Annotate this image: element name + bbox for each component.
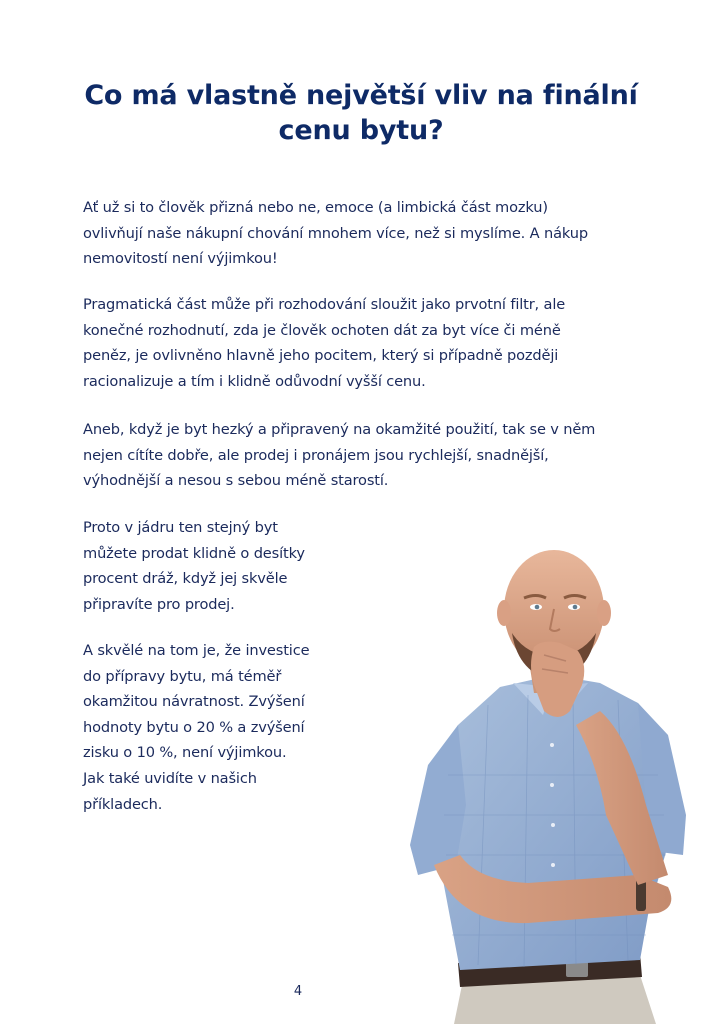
text-line: Proto v jádru ten stejný byt	[83, 519, 278, 536]
text-line: ovlivňují naše nákupní chování mnohem více, než si myslíme. A nákup	[83, 224, 588, 242]
page-number: 4	[293, 984, 303, 999]
text-line: příkladech.	[83, 795, 163, 813]
paragraph-investment-return	[83, 638, 309, 817]
text-line: racionalizuje a tím i klidně odůvodní vyšší cenu.	[83, 372, 426, 390]
page-title	[40, 78, 682, 148]
title-line: cenu bytu?	[278, 115, 444, 146]
text-line: A skvělé na tom je, že investice	[83, 642, 310, 659]
text-line: zisku o 10 %, není výjimkou.	[83, 744, 287, 762]
text-line: peněz, je ovlivněno hlavně jeho pocitem, který si případně později	[83, 347, 559, 365]
text-line: můžete prodat klidně o desítky	[83, 544, 305, 562]
text-line: nemovitostí není výjimkou!	[83, 250, 278, 268]
paragraph-ready-flat	[83, 417, 595, 494]
paragraph-pragmatic	[83, 292, 565, 394]
text-line: Pragmatická část může při rozhodování sloužit jako prvotní filtr, ale	[83, 296, 566, 313]
title-line: Co má vlastně největší vliv na finální	[84, 80, 638, 111]
text-line: konečné rozhodnutí, zda je člověk ochoten dát za byt více či méně	[83, 321, 561, 339]
text-line: nejen cítíte dobře, ale prodej i pronájem jsou rychlejší, snadnější,	[83, 446, 549, 464]
text-line: okamžitou návratnost. Zvýšení	[83, 693, 305, 711]
text-line: výhodnější a nesou s sebou méně starostí.	[83, 472, 389, 490]
paragraph-sell-higher	[83, 515, 305, 617]
text-line: Aneb, když je byt hezký a připravený na okamžité použití, tak se v něm	[83, 421, 596, 438]
thinking-man-photo	[338, 515, 722, 1024]
text-line: do přípravy bytu, má téměř	[83, 667, 282, 685]
text-line: připravíte pro prodej.	[83, 595, 235, 613]
text-line: procent dráž, když jej skvěle	[83, 570, 288, 588]
text-line: Ať už si to člověk přizná nebo ne, emoce (a limbická část mozku)	[83, 199, 548, 216]
text-line: hodnoty bytu o 20 % a zvýšení	[83, 718, 305, 736]
paragraph-emotions	[83, 195, 588, 272]
text-line: Jak také uvidíte v našich	[83, 769, 257, 787]
